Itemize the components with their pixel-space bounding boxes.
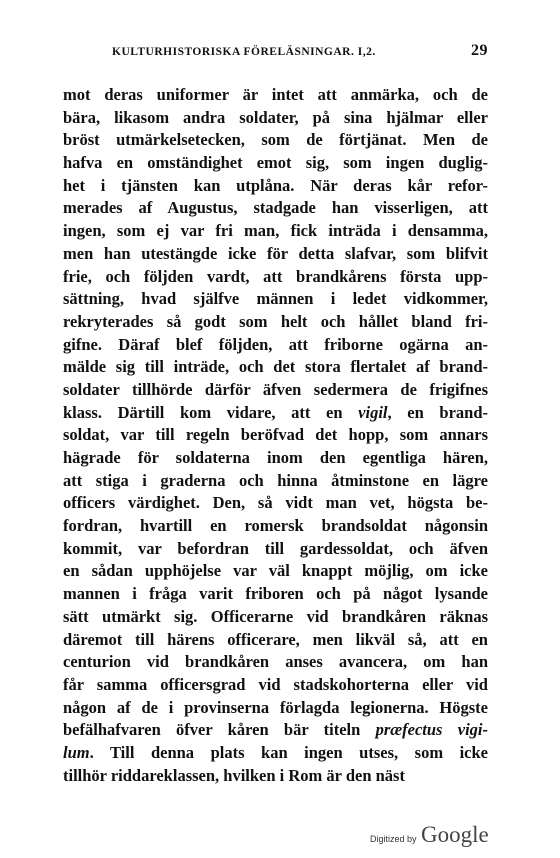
text-line — [63, 379, 488, 402]
page-number: 29 — [471, 42, 488, 59]
text-line — [63, 697, 488, 720]
text-line — [63, 651, 488, 674]
text-segment: sättning, hvad själfve männen i ledet vidkommer, — [63, 289, 488, 309]
text-segment: centurion vid brandkåren anses avancera, om han — [63, 652, 488, 672]
text-line — [63, 175, 488, 198]
text-line — [63, 311, 488, 334]
text-segment: får samma officersgrad vid stadskohorterna eller vid — [63, 674, 488, 694]
text-line — [63, 447, 488, 470]
text-segment: gifne. Däraf blef följden, att friborne ogärna an- — [63, 334, 488, 354]
text-line — [63, 220, 488, 243]
text-line — [63, 266, 488, 289]
text-segment: hägrade för soldaterna inom den egentliga hären, — [63, 448, 488, 467]
text-segment: tillhör riddareklassen, hvilken i Rom är den näst — [63, 765, 405, 785]
text-segment: kommit, var befordran till gardessoldat, och äfven — [63, 538, 488, 558]
text-line — [63, 742, 488, 765]
text-line — [63, 424, 488, 447]
text-segment: soldat, var till regeln beröfvad det hopp, som annars — [63, 425, 488, 445]
running-title: KULTURHISTORISKA FÖRELÄSNINGAR. I,2. — [112, 46, 376, 58]
text-line — [63, 538, 488, 561]
text-segment: däremot till härens officerare, men likväl så, att en — [63, 629, 488, 649]
text-line — [63, 129, 488, 152]
text-segment: mannen i fråga varit friboren och på något lysande — [63, 584, 488, 604]
running-header — [112, 42, 488, 64]
text-segment: befälhafvaren öfver kåren bär titeln — [63, 720, 376, 740]
text-line — [63, 288, 488, 311]
text-segment: . Till denna plats kan ingen utses, som icke — [89, 742, 488, 762]
text-line — [63, 243, 488, 266]
text-segment: , en brand- — [387, 402, 488, 422]
text-segment: bröst utmärkelsetecken, som de förtjänat. Men de — [63, 130, 488, 150]
text-line — [63, 107, 488, 130]
text-segment: merades af Augustus, stadgade han visserligen, att — [63, 198, 488, 218]
digitized-label: Digitized by — [370, 834, 417, 844]
text-line — [63, 402, 488, 425]
text-segment: frie, och följden vardt, att brandkårens första upp- — [63, 266, 488, 286]
google-logo-text: Google — [420, 822, 489, 847]
italic-term: vigil — [358, 402, 388, 422]
text-line — [63, 356, 488, 379]
text-line — [63, 470, 488, 493]
italic-term: lum — [63, 742, 90, 762]
text-segment: officers värdighet. Den, så vidt man vet, högsta be- — [63, 493, 488, 513]
italic-term: præfectus vigi- — [375, 720, 488, 740]
text-segment: fordran, hvartill en romersk brandsoldat någonsin — [63, 516, 488, 536]
text-segment: klass. Därtill kom vidare, att en — [63, 402, 359, 422]
text-line — [63, 606, 488, 629]
text-segment: mälde sig till inträde, och det stora flertalet af brand- — [63, 357, 488, 377]
text-segment: rekryterades så godt som helt och hållet bland fri- — [63, 311, 488, 331]
text-line — [63, 765, 488, 788]
text-line — [63, 492, 488, 515]
text-segment: soldater tillhörde därför äfven sedermera de frigifnes — [63, 379, 488, 399]
text-segment: het i tjänsten kan utplåna. När deras kår refor- — [63, 175, 488, 195]
text-line — [63, 84, 488, 107]
text-segment: bära, likasom andra soldater, på sina hjälmar eller — [63, 107, 488, 127]
text-line — [63, 674, 488, 697]
text-segment: ingen, som ej var fri man, fick inträda i densamma, — [63, 221, 488, 241]
text-segment: att stiga i graderna och hinna åtminstone en lägre — [63, 470, 488, 490]
text-segment: en sådan upphöjelse var väl knappt möjlig, om icke — [63, 561, 488, 581]
text-segment: hafva en omständighet emot sig, som ingen duglig- — [63, 153, 488, 173]
text-line — [63, 629, 488, 652]
text-line — [63, 515, 488, 538]
text-line — [63, 719, 488, 742]
text-line — [63, 152, 488, 175]
text-segment: någon af de i provinserna förlagda legionerna. Högste — [63, 697, 488, 717]
text-segment: mot deras uniformer är intet att anmärka, och de — [63, 85, 488, 104]
text-line — [63, 197, 488, 220]
text-line — [63, 560, 488, 583]
digitized-by-google-watermark — [370, 822, 489, 848]
text-line — [63, 583, 488, 606]
text-segment: men han utestängde icke för detta slafvar, som blifvit — [63, 243, 488, 263]
text-segment: sätt utmärkt sig. Officerarne vid brandkåren räknas — [63, 606, 488, 626]
body-text — [63, 84, 488, 787]
text-line — [63, 334, 488, 357]
